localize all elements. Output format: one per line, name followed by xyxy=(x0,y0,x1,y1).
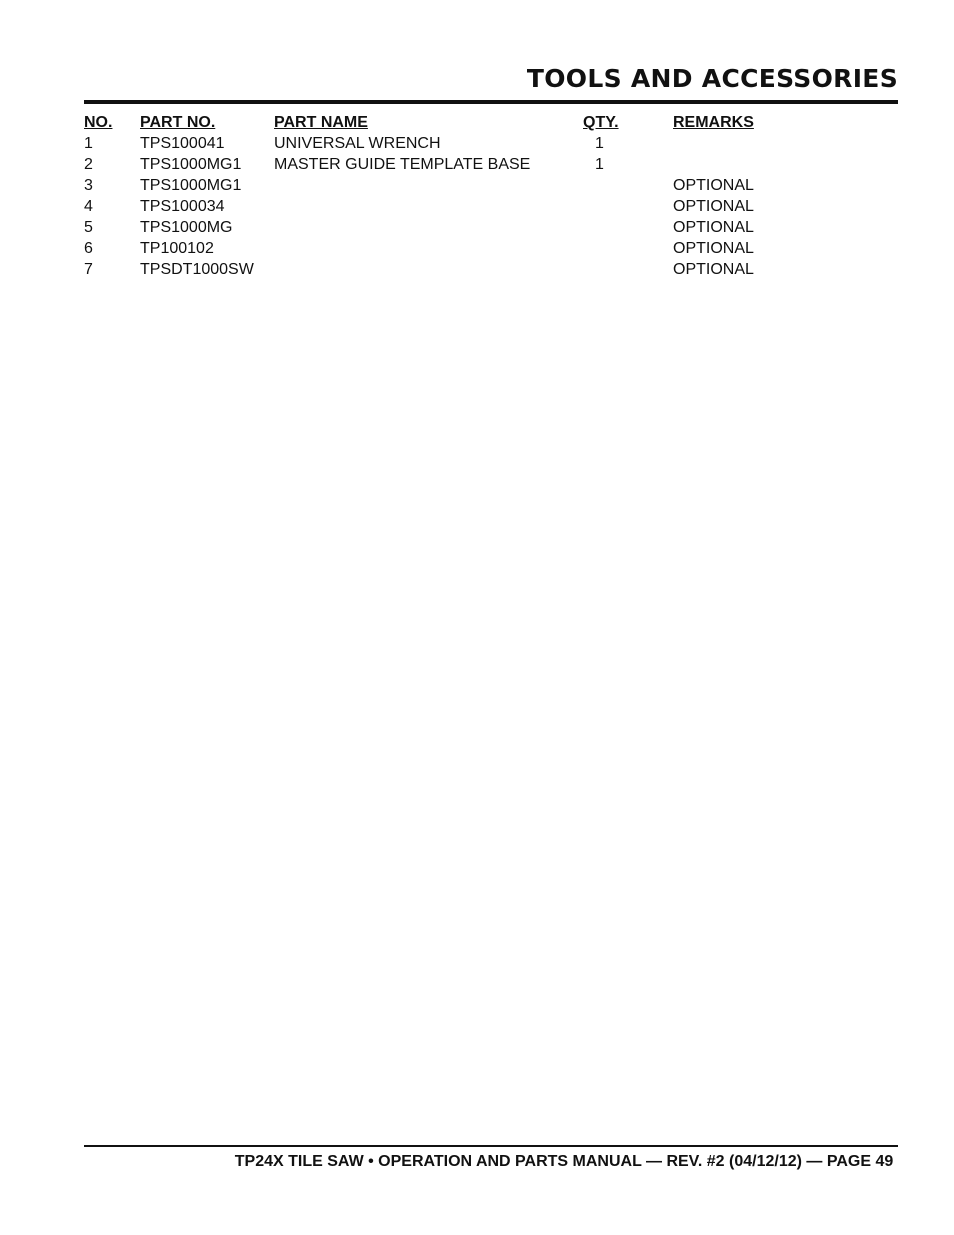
row-part-no: TPS1000MG1 xyxy=(140,156,242,173)
table-row xyxy=(84,196,784,217)
table-row xyxy=(84,259,784,280)
row-remarks: OPTIONAL xyxy=(673,198,754,215)
table-row xyxy=(84,217,784,238)
header-remarks: REMARKS xyxy=(673,114,754,131)
row-part-no: TP100102 xyxy=(140,240,214,257)
table-row xyxy=(84,133,784,154)
row-qty: 1 xyxy=(595,135,604,152)
row-part-no: TPS100034 xyxy=(140,198,225,215)
table-row xyxy=(84,154,784,175)
row-part-no: TPS1000MG1 xyxy=(140,177,242,194)
page-title: TOOLS AND ACCESSORIES xyxy=(526,64,898,93)
parts-table xyxy=(84,112,784,280)
row-remarks: OPTIONAL xyxy=(673,219,754,236)
table-row xyxy=(84,238,784,259)
row-no: 1 xyxy=(84,135,93,152)
row-no: 3 xyxy=(84,177,93,194)
footer-divider xyxy=(84,1145,898,1147)
row-no: 4 xyxy=(84,198,93,215)
row-no: 5 xyxy=(84,219,93,236)
header-part-name: PART NAME xyxy=(274,114,368,131)
header-qty: QTY. xyxy=(583,114,619,131)
row-qty: 1 xyxy=(595,156,604,173)
row-no: 2 xyxy=(84,156,93,173)
row-part-no: TPSDT1000SW xyxy=(140,261,254,278)
row-remarks: OPTIONAL xyxy=(673,177,754,194)
row-remarks: OPTIONAL xyxy=(673,261,754,278)
row-part-no: TPS100041 xyxy=(140,135,225,152)
row-no: 6 xyxy=(84,240,93,257)
row-no: 7 xyxy=(84,261,93,278)
header-no: NO. xyxy=(84,114,113,131)
table-row xyxy=(84,175,784,196)
title-divider xyxy=(84,100,898,104)
row-part-name: UNIVERSAL WRENCH xyxy=(274,135,441,152)
header-part-no: PART NO. xyxy=(140,114,216,131)
row-part-name: MASTER GUIDE TEMPLATE BASE xyxy=(274,156,531,173)
table-header-row xyxy=(84,112,784,133)
row-remarks: OPTIONAL xyxy=(673,240,754,257)
row-part-no: TPS1000MG xyxy=(140,219,233,236)
footer-text: TP24X TILE SAW • OPERATION AND PARTS MANUAL — REV. #2 (04/12/12) — PAGE 49 xyxy=(234,1153,894,1170)
